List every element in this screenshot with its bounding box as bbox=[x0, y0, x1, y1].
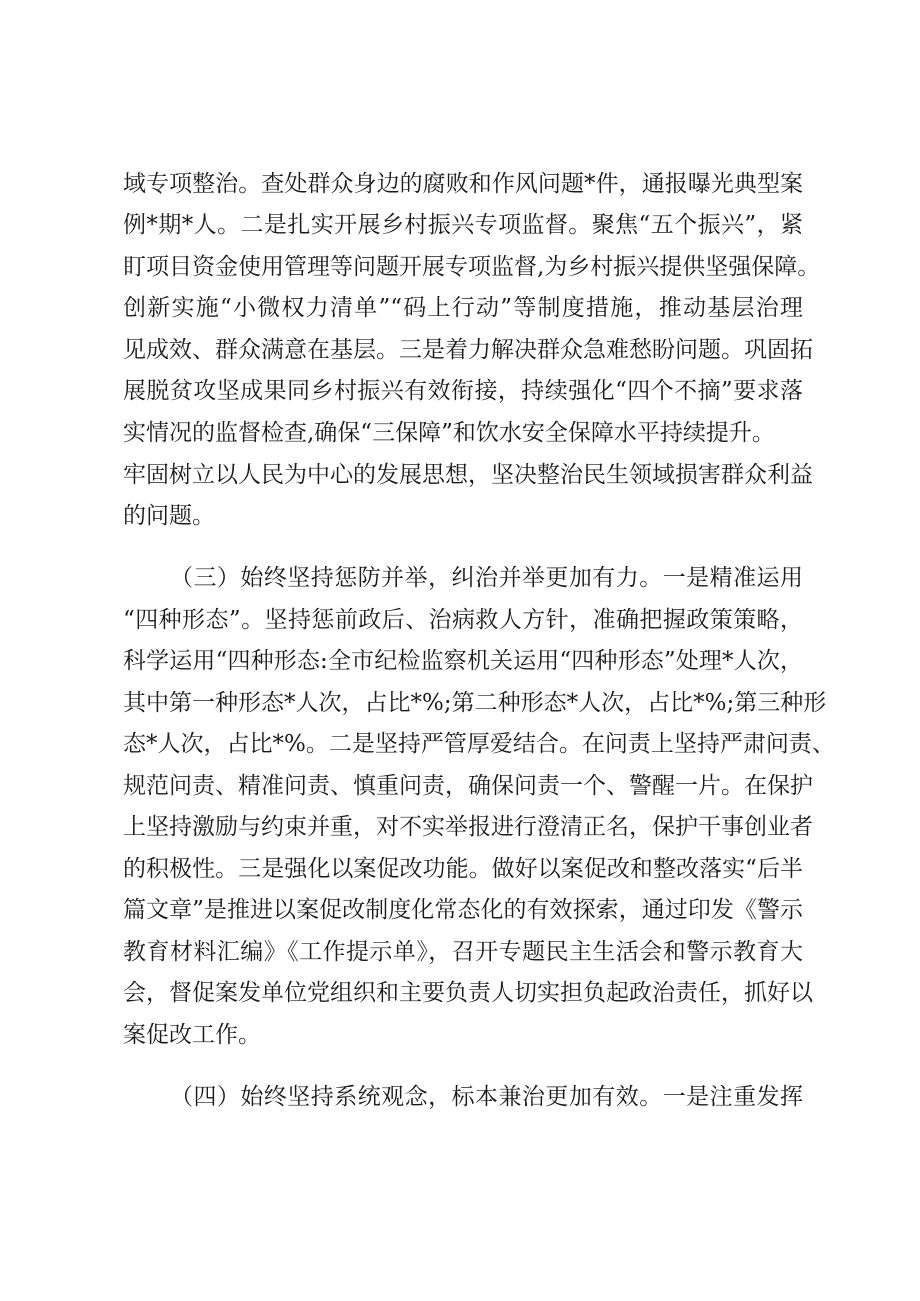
paragraph-line: 见成效、群众满意在基层。三是着力解决群众急难愁盼问题。巩固拓 bbox=[123, 337, 813, 363]
paragraph-line: 实情况的监督检查,确保“三保障”和饮水安全保障水平持续提升。 bbox=[123, 420, 775, 446]
paragraph-line: 会，督促案发单位党组织和主要负责人切实担负起政治责任，抓好以 bbox=[123, 980, 813, 1006]
paragraph-line: 科学运用“四种形态:全市纪检监察机关运用“四种形态”处理*人次， bbox=[123, 648, 803, 674]
paragraph-line: 规范问责、精准问责、慎重问责，确保问责一个、警醒一片。在保护 bbox=[123, 773, 813, 799]
paragraph-line: 展脱贫攻坚成果同乡村振兴有效衔接，持续强化“四个不摘”要求落 bbox=[123, 378, 803, 404]
paragraph-line: 上坚持激励与约束并重，对不实举报进行澄清正名，保护干事创业者 bbox=[123, 814, 813, 840]
section-heading-line: （四）始终坚持系统观念，标本兼治更加有效。一是注重发挥 bbox=[170, 1084, 803, 1110]
paragraph-line: 例*期*人。二是扎实开展乡村振兴专项监督。聚焦“五个振兴”，紧 bbox=[123, 212, 803, 238]
paragraph-line: 牢固树立以人民为中心的发展思想，坚决整治民生领域损害群众利益 bbox=[123, 462, 813, 488]
paragraph-line: 态*人次，占比*%。二是坚持严管厚爱结合。在问责上坚持严肃问责、 bbox=[123, 731, 835, 757]
paragraph-line: “四种形态”。坚持惩前政后、治病救人方针，准确把握政策策略， bbox=[123, 607, 803, 633]
paragraph-line: 案促改工作。 bbox=[123, 1022, 261, 1048]
paragraph-line: 创新实施“小微权力清单”“码上行动”等制度措施，推动基层治理 bbox=[123, 295, 803, 321]
paragraph-line: 教育材料汇编》《工作提示单》，召开专题民主生活会和警示教育大 bbox=[123, 939, 803, 965]
paragraph-line: 域专项整治。查处群众身边的腐败和作风问题*件，通报曝光典型案 bbox=[123, 171, 803, 197]
paragraph-line: 的问题。 bbox=[123, 503, 215, 529]
paragraph-line: 盯项目资金使用管理等问题开展专项监督,为乡村振兴提供坚强保障。 bbox=[123, 254, 821, 280]
paragraph-line: 的积极性。三是强化以案促改功能。做好以案促改和整改落实“后半 bbox=[123, 856, 803, 882]
section-heading-line: （三）始终坚持惩防并举，纠治并举更加有力。一是精准运用 bbox=[170, 565, 803, 591]
paragraph-line: 篇文章”是推进以案促改制度化常态化的有效探索，通过印发《警示 bbox=[123, 897, 803, 923]
paragraph-line: 其中第一种形态*人次，占比*%;第二种形态*人次，占比*%;第三种形 bbox=[123, 690, 827, 716]
